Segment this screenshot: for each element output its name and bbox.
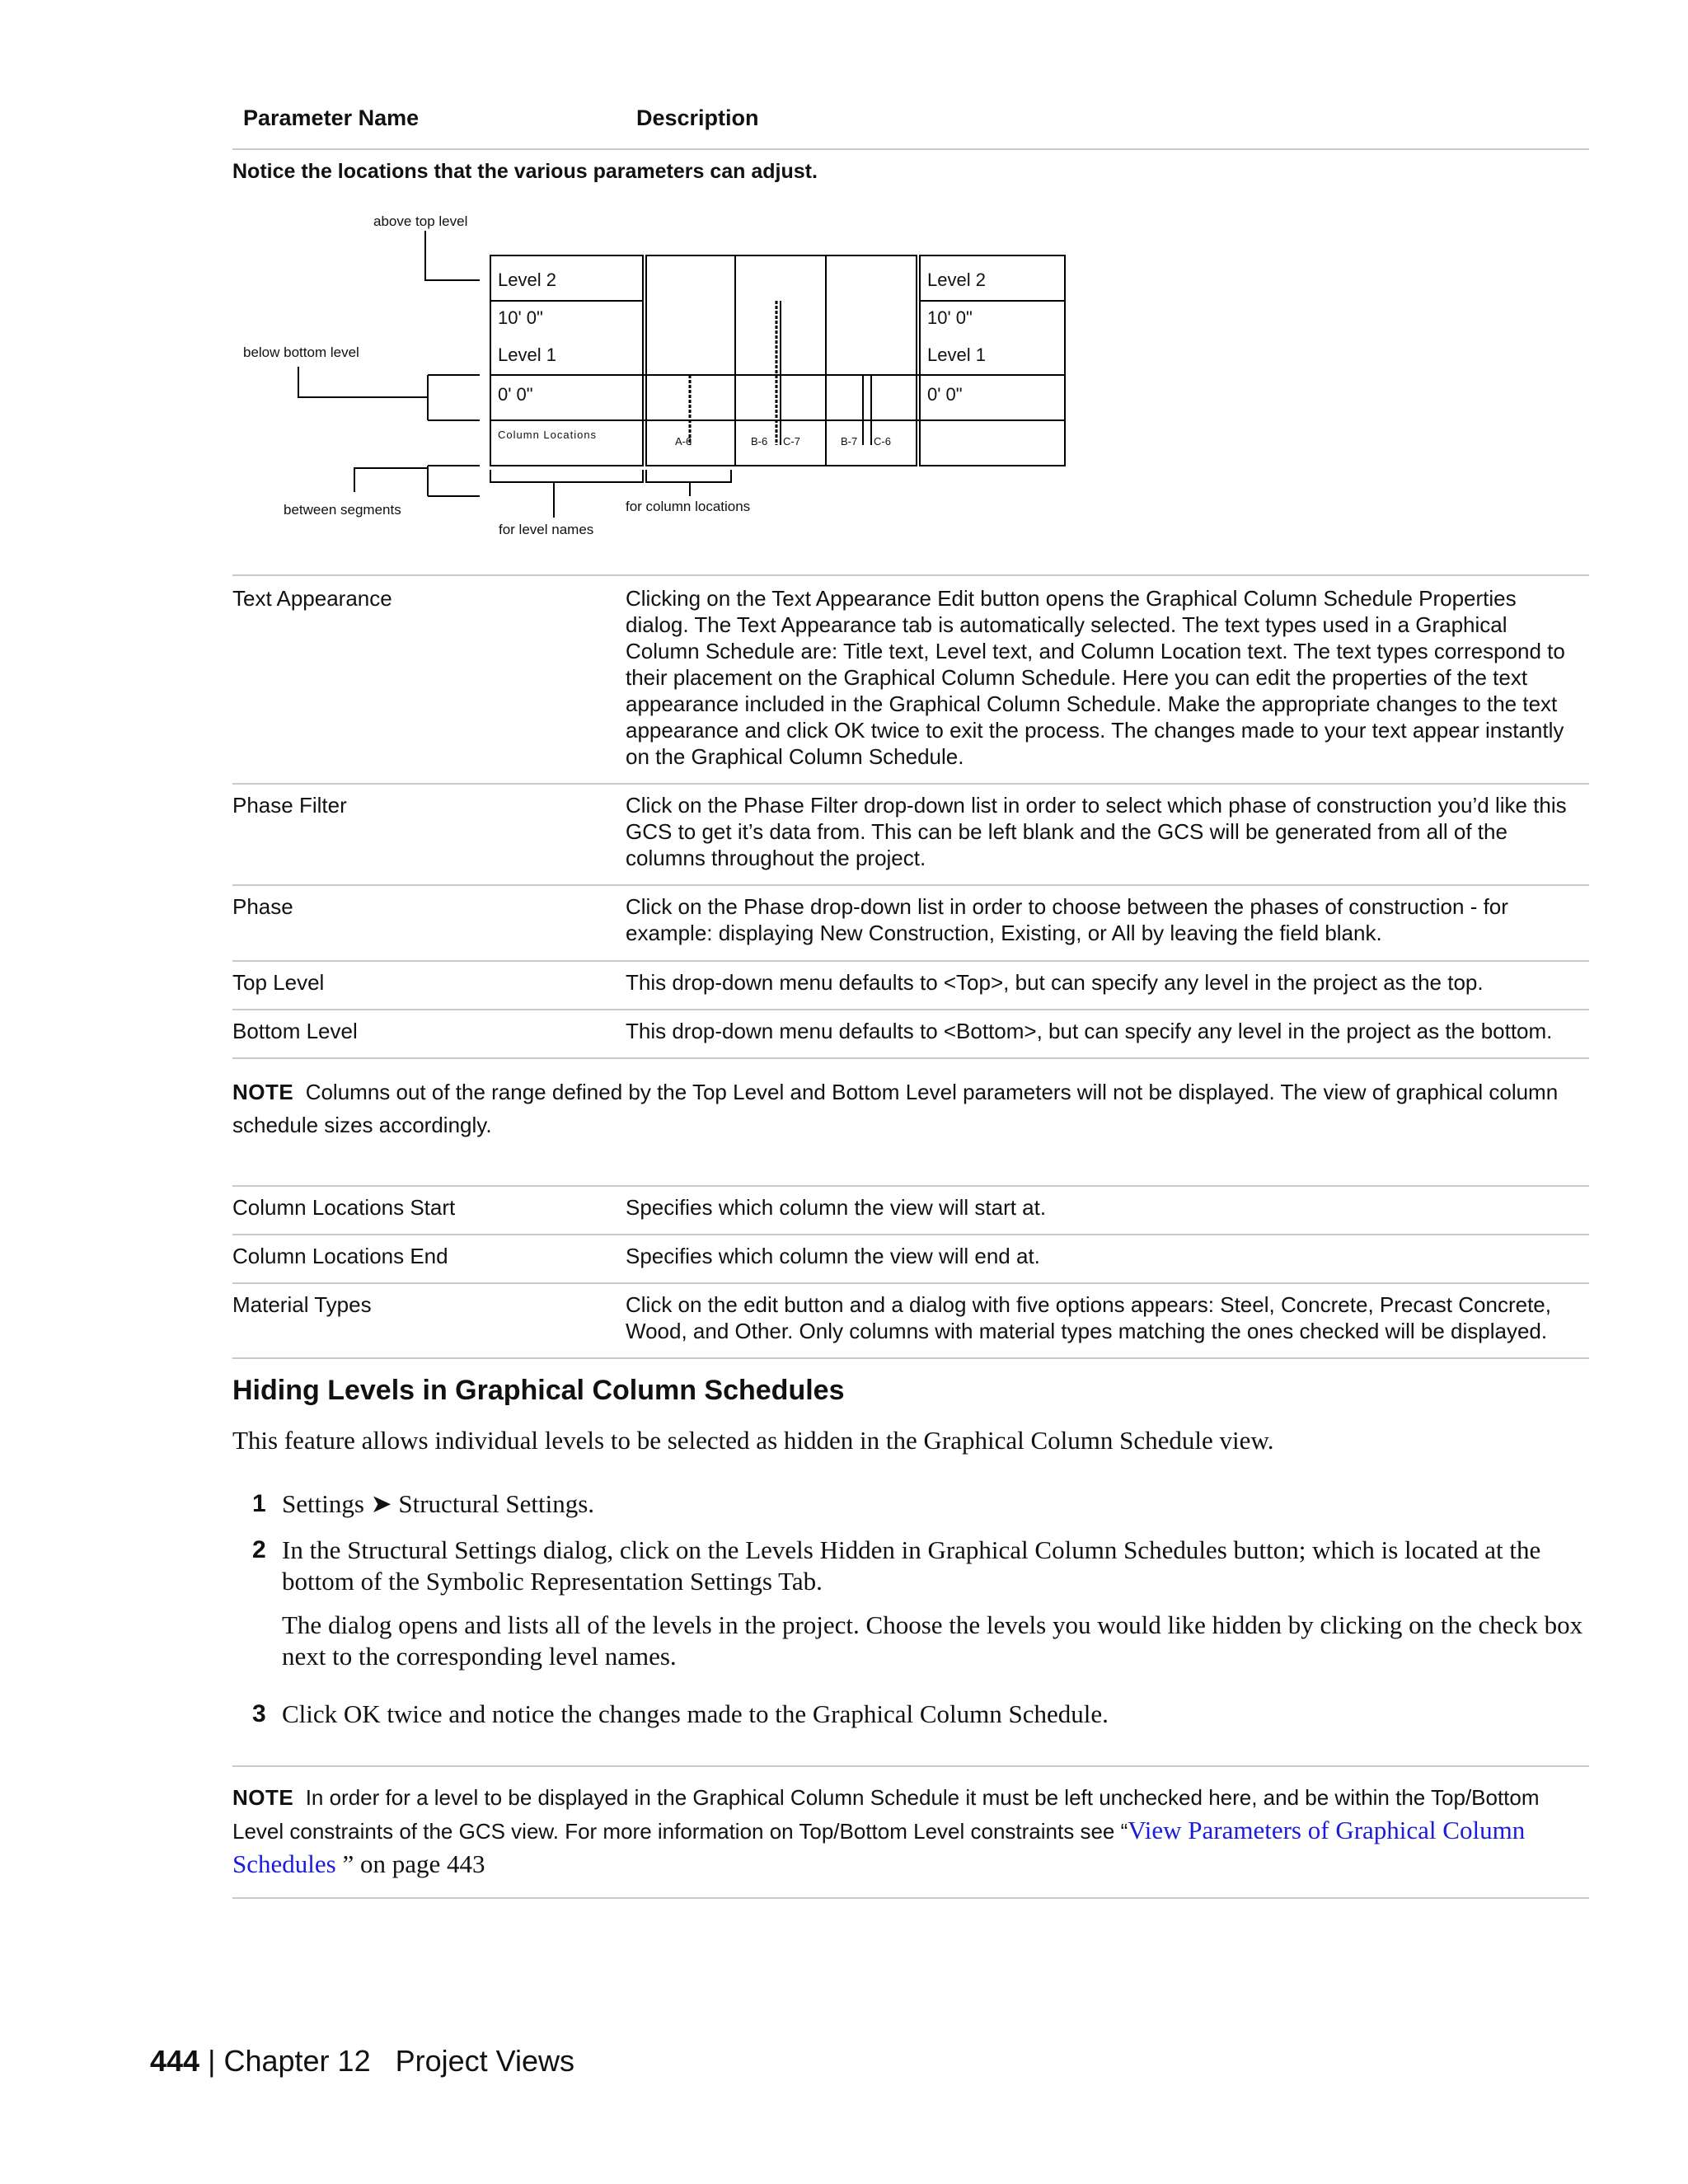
divider xyxy=(232,1765,1589,1767)
left-top-level: Level 2 xyxy=(498,269,556,290)
divider xyxy=(232,1057,1589,1059)
divider xyxy=(232,1185,1589,1187)
left-top-elev: 10' 0" xyxy=(498,307,543,328)
callout-between-segments: between segments xyxy=(284,502,401,518)
param-name: Phase xyxy=(232,894,293,919)
step-number: 1 xyxy=(252,1490,266,1517)
location-label: A-6 xyxy=(675,435,692,448)
gcs-diagram xyxy=(232,206,1090,552)
param-desc: This drop-down menu defaults to <Bottom>, but can specify any level in the project as the bottom. xyxy=(626,1019,1553,1043)
page-footer xyxy=(150,2044,574,2079)
param-desc: Specifies which column the view will start at. xyxy=(626,1195,1047,1220)
divider xyxy=(232,148,1589,150)
param-desc: This drop-down menu defaults to <Top>, but can specify any level in the project as the top. xyxy=(626,970,1484,995)
callout-column-locations: for column locations xyxy=(626,499,751,514)
step-text: In the Structural Settings dialog, click on the Levels Hidden in Graphical Column Schedules button; which is located at the bottom of the Symbolic Representation Settings Tab. xyxy=(282,1535,1541,1596)
section-intro: This feature allows individual levels to be selected as hidden in the Graphical Column Schedule view. xyxy=(232,1426,1274,1455)
divider xyxy=(232,574,1589,576)
divider xyxy=(232,1234,1589,1235)
diagram-notice: Notice the locations that the various parameters can adjust. xyxy=(232,160,818,183)
right-bottom-elev: 0' 0" xyxy=(927,384,963,405)
note-label: NOTE xyxy=(232,1785,294,1810)
note-hidden-levels xyxy=(232,1781,1592,1882)
header-parameter-name: Parameter Name xyxy=(243,105,420,130)
divider xyxy=(232,1357,1589,1359)
param-name: Top Level xyxy=(232,970,325,995)
callout-below-bottom-level: below bottom level xyxy=(243,344,359,360)
location-label: B-6 xyxy=(751,435,768,448)
note-text: Columns out of the range defined by the Top Level and Bottom Level parameters will not be displayed. The view of graphical column schedule sizes accordingly. xyxy=(232,1080,1559,1137)
step-text: Click OK twice and notice the changes made to the Graphical Column Schedule. xyxy=(282,1699,1109,1728)
location-label: C-6 xyxy=(874,435,891,448)
step-number: 3 xyxy=(252,1700,266,1727)
param-desc: Click on the Phase drop-down list in order to choose between the phases of construction - for example: displaying New Construction, Existing, or All by leaving the field blank. xyxy=(626,894,1508,945)
column-locations-title: Column Locations xyxy=(498,429,598,441)
page-number: 444 xyxy=(150,2044,200,2078)
divider xyxy=(232,1009,1589,1010)
param-desc: Click on the Phase Filter drop-down list in order to select which phase of construction you’d like this GCS to get it’s data from. This can be left blank and the GCS will be generated from all of the columns throughout the project. xyxy=(626,793,1567,870)
note-text: In order for a level to be displayed in the Graphical Column Schedule it must be left unchecked here, and be within the Top/Bottom Level constraints of the GCS view. For more information on Top/Bottom Level constraints see “ xyxy=(232,1785,1540,1844)
divider xyxy=(232,1282,1589,1284)
right-bottom-level: Level 1 xyxy=(927,344,986,365)
right-top-elev: 10' 0" xyxy=(927,307,973,328)
note-range xyxy=(232,1076,1592,1141)
left-bottom-level: Level 1 xyxy=(498,344,556,365)
note-page-ref: ” on page 443 xyxy=(335,1849,485,1878)
header-description: Description xyxy=(636,105,759,130)
footer-separator: | xyxy=(208,2044,216,2078)
callout-above-top-level: above top level xyxy=(373,213,468,229)
location-label: C-7 xyxy=(783,435,800,448)
step-text: Settings ➤ Structural Settings. xyxy=(282,1489,595,1518)
param-name: Phase Filter xyxy=(232,793,347,818)
param-name: Column Locations End xyxy=(232,1244,448,1268)
param-name: Text Appearance xyxy=(232,586,392,611)
left-bottom-elev: 0' 0" xyxy=(498,384,533,405)
divider xyxy=(232,884,1589,886)
note-label: NOTE xyxy=(232,1080,294,1104)
param-desc: Clicking on the Text Appearance Edit button opens the Graphical Column Schedule Properties dialog. The Text Appearance tab is automatically selected. The text types used in a Graphical Column Schedule are: Title text, Level text, and Column Location text. The text types correspond to their placement on the Graphical Column Schedule. Here you can edit the properties of the text appearance included in the Graphical Column Schedule. Make the appropriate changes to the text appearance and click OK twice to exit the process. The changes made to your text appear instantly on the Graphical Column Schedule. xyxy=(626,586,1565,769)
param-name: Bottom Level xyxy=(232,1019,358,1043)
right-top-level: Level 2 xyxy=(927,269,986,290)
param-desc: Specifies which column the view will end at. xyxy=(626,1244,1040,1268)
param-name: Column Locations Start xyxy=(232,1195,456,1220)
divider xyxy=(232,1897,1589,1899)
cross-reference-link[interactable]: View Parameters of Graphical Column Schedules xyxy=(232,1816,1526,1878)
divider xyxy=(232,960,1589,962)
chapter-label: Chapter 12 xyxy=(223,2044,371,2078)
step-subtext: The dialog opens and lists all of the levels in the project. Choose the levels you would like hidden by clicking on the check box next to the corresponding level names. xyxy=(282,1610,1583,1671)
param-name: Material Types xyxy=(232,1292,372,1317)
callout-level-names: for level names xyxy=(499,522,594,537)
step-number: 2 xyxy=(252,1536,266,1563)
divider xyxy=(232,783,1589,785)
col-a-frame xyxy=(646,255,735,466)
section-title: Hiding Levels in Graphical Column Schedules xyxy=(232,1375,845,1406)
chapter-title: Project Views xyxy=(395,2044,575,2078)
param-desc: Click on the edit button and a dialog with five options appears: Steel, Concrete, Precast Concrete, Wood, and Other. Only columns with material types matching the ones checked will be displayed. xyxy=(626,1292,1551,1343)
location-label: B-7 xyxy=(841,435,858,448)
